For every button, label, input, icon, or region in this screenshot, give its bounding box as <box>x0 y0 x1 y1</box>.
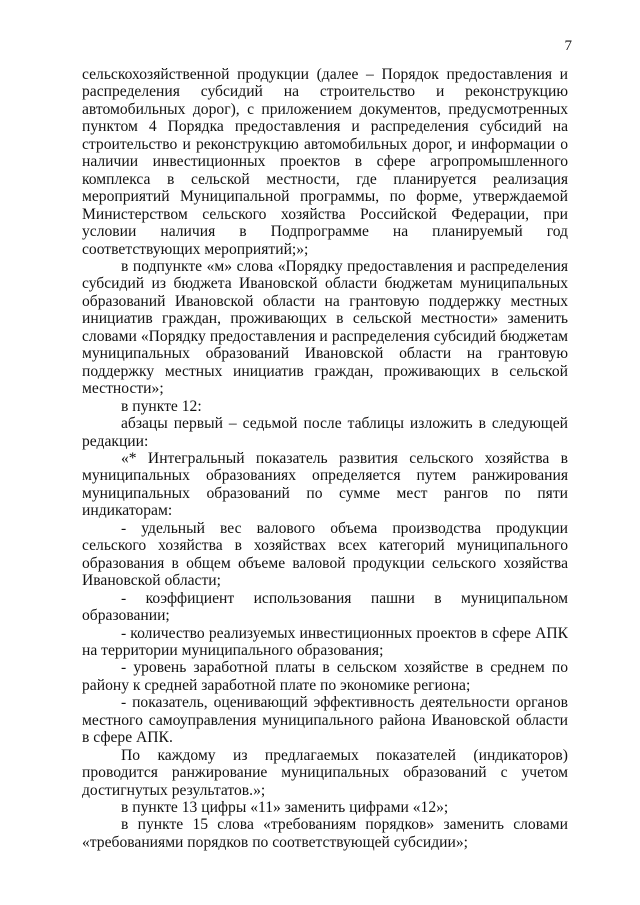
list-item: - показатель, оценивающий эффективность деятельности органов местного самоуправления муниципального района Ивановской области в сфере АПК. <box>82 694 568 747</box>
list-item: - количество реализуемых инвестиционных проектов в сфере АПК на территории муниципального образования; <box>82 624 568 659</box>
paragraph: в пункте 13 цифры «11» заменить цифрами «12»; <box>121 799 449 817</box>
paragraph: в пункте 15 слова «требованиям порядков» заменить словами «требованиями порядков по соответствующей субсидии»; <box>82 816 568 851</box>
list-item: - коэффициент использования пашни в муниципальном образовании; <box>82 589 568 625</box>
paragraph: «* Интегральный показатель развития сельского хозяйства в муниципальных образованиях определяется путем ранжирования муниципальных образований по сумме мест рангов по пяти индикаторам: <box>82 449 568 520</box>
paragraph: По каждому из предлагаемых показателей (индикаторов) проводится ранжирование муниципальных образований с учетом достигнутых результатов.»; <box>82 746 568 799</box>
list-item: - уровень заработной платы в сельском хозяйстве в среднем по району к средней заработной плате по экономике региона; <box>82 659 568 694</box>
paragraph: сельскохозяйственной продукции (далее – Порядок предоставления и распределения субсидий на строительство и реконструкцию автомобильных дорог), с приложением документов, предусмотренных пунктом 4 Порядка предоставления и распределения субсидий на строительство и реконструкцию автомобильных дорог, и информации о наличии инвестиционных проектов в сфере агропромышленного комплекса в сельской местности, где планируется реализация мероприятий Муниципальной программы, по форме, утверждаемой Министерством сельского хозяйства Российской Федерации, при условии наличия в Подпрограмме на планируемый год соответствующих мероприятий;»; <box>82 66 568 258</box>
list-item: - удельный вес валового объема производства продукции сельского хозяйства в хозяйствах всех категорий муниципального образования в общем объеме валовой продукции сельского хозяйства Ивановской области; <box>82 519 568 590</box>
paragraph: в пункте 12: <box>121 397 202 415</box>
paragraph: абзацы первый – седьмой после таблицы изложить в следующей редакции: <box>82 415 568 450</box>
document-body <box>82 66 568 851</box>
page-number: 7 <box>564 38 572 54</box>
paragraph: в подпункте «м» слова «Порядку предоставления и распределения субсидий из бюджета Ивановской области бюджетам муниципальных образований Ивановской области на грантовую поддержку местных инициатив граждан, проживающих в сельской местности» заменить словами «Порядку предоставления и распределения субсидий бюджетам муниципальных образований Ивановской области на грантовую поддержку местных инициатив граждан, проживающих в сельской местности»; <box>82 257 568 398</box>
